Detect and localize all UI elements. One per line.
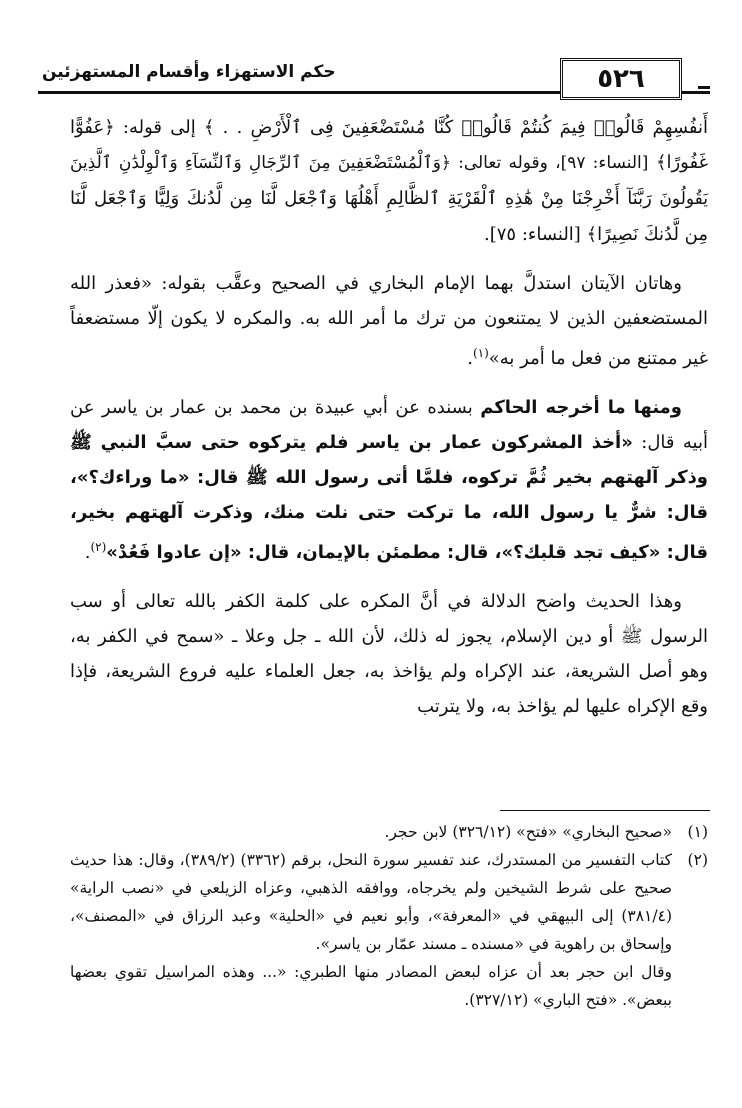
- page-number: ٥٢٦: [560, 58, 682, 100]
- footnote-ref: (٢): [90, 540, 107, 554]
- paragraph-text: بسنده عن أبي عبيدة بن محمد بن عمار بن ياسر عن أبيه قال:: [70, 397, 708, 453]
- quran-paragraph: [70, 110, 708, 252]
- footnote-separator: [500, 810, 710, 811]
- footnote: [70, 846, 708, 1014]
- text-line: أَنفُسِهِمْ قَالُوا۟ فِيمَ كُنتُمْ قَالُوا۟ كُنَّا مُسْتَضْعَفِينَ فِى ٱلْأَرْضِ . . ﴾ إلى قوله: ﴿عَفُوًّا غَفُورًا﴾: [70, 117, 708, 173]
- paragraph: وهاتان الآيتان استدلَّ بهما الإمام البخاري في الصحيح وعقَّب بقوله: «فعذر الله المستضعفين الذين لا يمتنعون من ترك ما أمر الله به. والمكره لا يكون إلّا مستضعفاً غير ممتنع من فعل ما أمر به»$^{(١)}$.: [70, 273, 708, 369]
- paragraph-end: .: [84, 542, 91, 563]
- footnote-ref: (١): [472, 346, 489, 360]
- header-tick: [698, 86, 710, 89]
- footnote-line: وقال ابن حجر بعد أن عزاه لبعض المصادر منها الطبري: «... وهذه المراسيل تقوي بعضها ببعض». «فتح الباري» (٣٢٧/١٢).: [70, 963, 672, 1009]
- main-text: [70, 110, 708, 738]
- page-header: [38, 58, 710, 102]
- paragraph-text: وهذا الحديث واضح الدلالة في أنَّ المكره على كلمة الكفر بالله تعالى أو سب الرسول ﷺ أو دين الإسلام، يجوز له ذلك، لأن الله ـ جل وعلا ـ «سمح في الكفر به، وهو أصل الشريعة، عند الإكراه ولم يؤاخذ به، جعل العلماء عليه فروع الشريعة، فإذا وقع الإكراه عليها لم يؤاخذ به، ولا يترتب: [70, 591, 708, 717]
- footnote-text: [70, 818, 672, 846]
- section-lead: ومنها ما أخرجه الحاكم: [480, 397, 682, 418]
- paragraph: [70, 390, 708, 570]
- footnote: [70, 818, 708, 846]
- footnote-line: كتاب التفسير من المستدرك، عند تفسير سورة النحل، برقم (٣٣٦٢) (٣٨٩/٢)، وقال: هذا حديث صحيح على شرط الشيخين ولم يخرجاه، ووافقه الذهبي، وعزاه الزيلعي في «نصب الراية» (٣٨١/٤) إلى البيهقي في «المعرفة»، وأبو نعيم في «الحلية» وعبد الرزاق في «المصنف»، وإسحاق بن راهوية في «مسنده ـ مسند عمّار بن ياسر».: [70, 851, 672, 953]
- footnote-text: [70, 846, 672, 1014]
- text-line: [النساء: ٩٧]، وقوله تعالى: ﴿وَٱلْمُسْتَضْعَفِينَ مِنَ ٱلرِّجَالِ وَٱلنِّسَآءِ وَٱلْوِلْدَٰنِ ٱلَّذِينَ يَقُولُونَ: [70, 153, 708, 209]
- footnotes: [70, 818, 708, 1014]
- hadith-text: «أخذ المشركون عمار بن ياسر فلم يتركوه حتى سبَّ النبي ﷺ وذكر آلهتهم بخير ثُمَّ تركوه، فلمَّا أتى رسول الله ﷺ قال: «ما وراءك؟»، قال: شرٌّ يا رسول الله، ما تركت حتى نلت منك، وذكرت آلهتهم بخير، قال: «كيف تجد قلبك؟»، قال: مطمئن بالإيمان، قال: «إن عادوا فَعُدْ»: [70, 432, 708, 563]
- footnote-line: «صحيح البخاري» «فتح» (٣٢٦/١٢) لابن حجر.: [384, 823, 672, 841]
- running-title: حكم الاستهزاء وأقسام المستهزئين: [42, 62, 336, 82]
- text-line: رَبَّنَآ أَخْرِجْنَا مِنْ هَٰذِهِ ٱلْقَرْيَةِ ٱلظَّالِمِ أَهْلُهَا وَٱجْعَل لَّنَا مِن لَّدُنكَ وَلِيًّا وَٱجْعَل لَّنَا مِن لَّدُنكَ: [70, 188, 708, 245]
- footnote-number: (٢): [687, 851, 708, 869]
- footnote-number: (١): [687, 823, 708, 841]
- paragraph: [70, 584, 708, 724]
- text-line: نَصِيرًا﴾ [النساء: ٧٥].: [484, 224, 639, 245]
- paragraph-text: وهاتان الآيتان استدلَّ بهما الإمام البخاري في الصحيح وعقَّب بقوله: «فعذر الله المستضعفين الذين لا يمتنعون من ترك ما أمر الله به. والمكره لا يكون إلّا مستضعفاً غير ممتنع من فعل ما أمر به»: [70, 273, 708, 369]
